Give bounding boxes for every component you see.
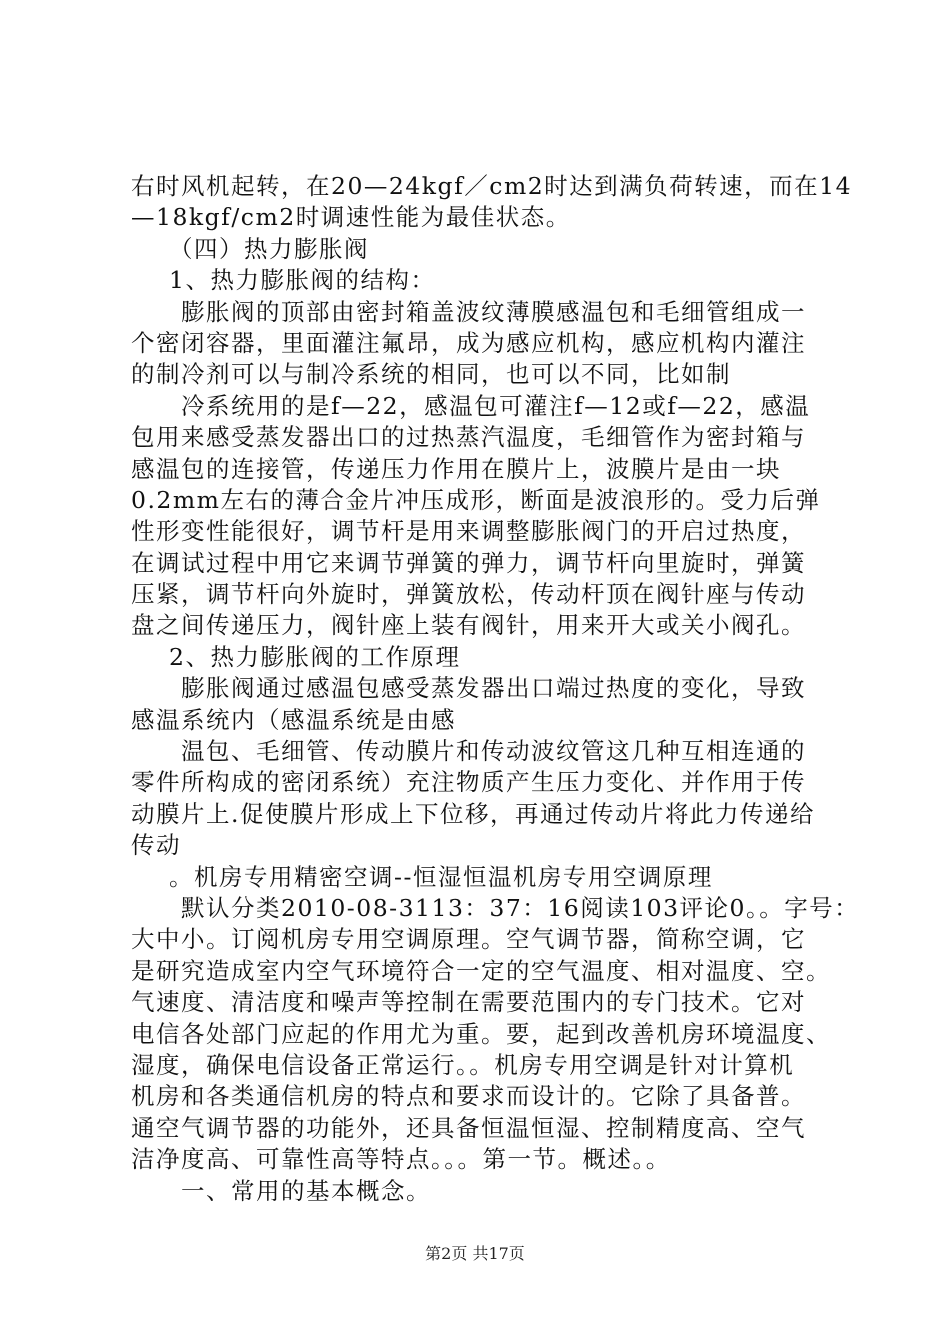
text-line: 传动 [131, 831, 181, 860]
text-line: 的制冷剂可以与制冷系统的相同，也可以不同，比如制 [131, 360, 731, 389]
text-line: 膨胀阀通过感温包感受蒸发器出口端过热度的变化，导致 [181, 674, 806, 703]
page-number: 第2页 共17页 [425, 1244, 525, 1263]
text-line: 温包、毛细管、传动膜片和传动波纹管这几种互相连通的 [181, 737, 806, 766]
text-line: 洁净度高、可靠性高等特点。。。第一节。概述。。 [131, 1145, 671, 1174]
text-line: 性形变性能很好，调节杆是用来调整膨胀阀门的开启过热度， [131, 517, 806, 546]
text-line: 个密闭容器，里面灌注氟昂，成为感应机构，感应机构内灌注 [131, 328, 806, 357]
text-line: 零件所构成的密闭系统）充注物质产生压力变化、并作用于传 [131, 768, 806, 797]
text-line: 在调试过程中用它来调节弹簧的弹力，调节杆向里旋时，弹簧 [131, 548, 806, 577]
subsection-heading: 1、热力膨胀阀的结构： [169, 266, 436, 295]
text-line: 默认分类2010-08-3113：37：16阅读103评论0。。字号： [181, 893, 860, 922]
text-line: 动膜片上.促使膜片形成上下位移，再通过传动片将此力传递给 [131, 799, 815, 828]
text-line: 机房和各类通信机房的特点和要求而设计的。它除了具备普。 [131, 1082, 806, 1111]
document-body [131, 171, 860, 1207]
text-line: 压紧，调节杆向外旋时，弹簧放松，传动杆顶在阀针座与传动 [131, 580, 806, 609]
article-title: 。机房专用精密空调--恒湿恒温机房专用空调原理 [169, 862, 713, 891]
text-line: 包用来感受蒸发器出口的过热蒸汽温度，毛细管作为密封箱与 [131, 423, 806, 452]
text-line: 大中小。订阅机房专用空调原理。空气调节器，简称空调，它 [131, 925, 806, 954]
text-line: 右时风机起转，在20—24kgf／cm2时达到满负荷转速，而在14 [131, 172, 853, 200]
text-line: 0.2mm左右的薄合金片冲压成形，断面是波浪形的。受力后弹 [131, 485, 821, 514]
subsection-heading: 2、热力膨胀阀的工作原理 [169, 642, 461, 671]
text-line: 盘之间传递压力，阀针座上装有阀针，用来开大或关小阀孔。 [131, 611, 806, 640]
text-line: 感温包的连接管，传递压力作用在膜片上，波膜片是由一块 [131, 454, 781, 483]
text-line: —18kgf/cm2时调速性能为最佳状态。 [131, 203, 571, 232]
text-line: 通空气调节器的功能外，还具备恒温恒湿、控制精度高、空气 [131, 1113, 806, 1142]
section-heading: 一、常用的基本概念。 [181, 1176, 431, 1205]
text-line: 冷系统用的是f—22，感温包可灌注f—12或f—22，感温 [181, 391, 811, 420]
section-heading: （四）热力膨胀阀 [169, 234, 369, 263]
text-line: 气速度、清洁度和噪声等控制在需要范围内的专门技术。它对 [131, 988, 806, 1017]
text-line: 是研究造成室内空气环境符合一定的空气温度、相对温度、空。 [131, 956, 831, 985]
text-line: 膨胀阀的顶部由密封箱盖波纹薄膜感温包和毛细管组成一 [181, 297, 806, 326]
text-line: 感温系统内（感温系统是由感 [131, 705, 456, 734]
text-line: 电信各处部门应起的作用尤为重。要，起到改善机房环境温度、 [131, 1019, 831, 1048]
text-line: 湿度，确保电信设备正常运行。。机房专用空调是针对计算机 [131, 1050, 795, 1079]
